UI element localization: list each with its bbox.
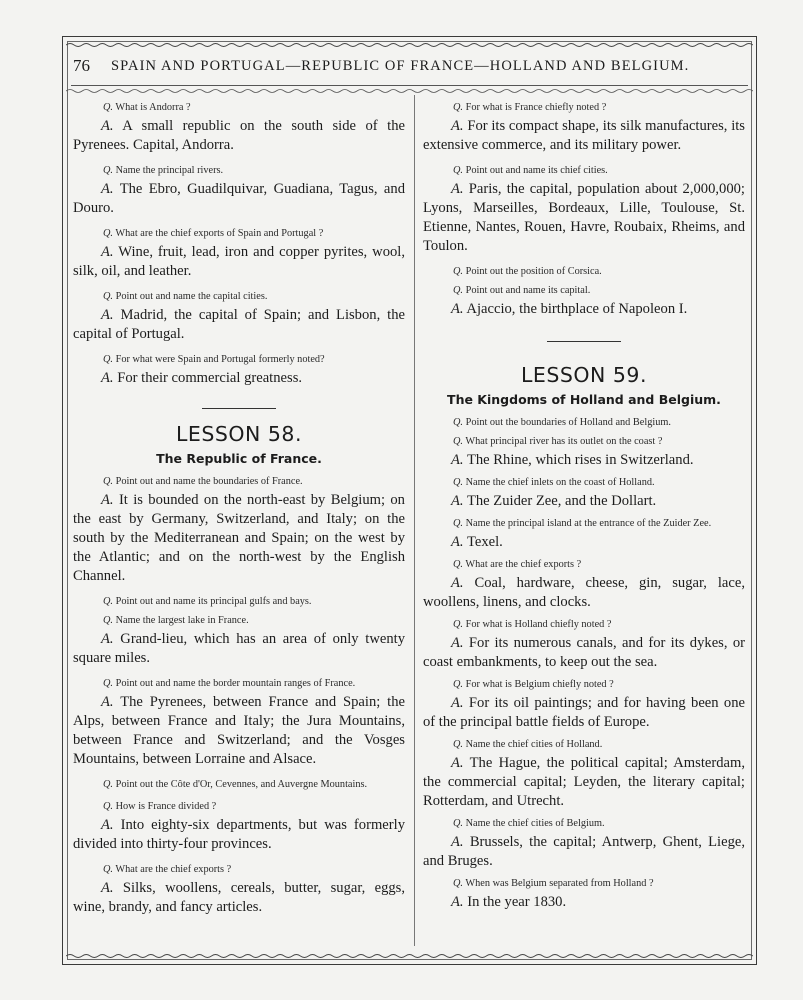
question: Q. What are the chief exports of Spain and Portugal ? [103,228,324,239]
answer: A. A small republic on the south side of the Pyrenees. Capital, Andorra. [73,118,405,153]
question: Q. When was Belgium separated from Holland ? [453,878,654,889]
bottom-wavy-border [66,953,753,959]
answer: A. In the year 1830. [451,894,567,910]
question: Q. Point out and name the capital cities. [103,291,268,302]
spacer [73,388,405,408]
lesson-59-title: LESSON 59. [521,363,647,387]
spacer [73,409,405,421]
question: Q. For what is France chiefly noted ? [453,102,607,113]
qa-block [423,284,745,319]
question: Q. Point out and name its chief cities. [453,165,608,176]
question: Q. Point out and name its capital. [453,285,591,296]
qa-block [73,353,405,388]
qa-block [73,290,405,344]
qa-block [423,435,745,470]
qa-block [73,614,405,668]
question: Q. Name the largest lake in France. [103,615,249,626]
lesson-58-subtitle: The Republic of France. [156,451,322,466]
spacer [73,769,405,778]
question: Q. What principal river has its outlet on the coast ? [453,436,663,447]
answer: A. For its oil paintings; and for having been one of the principal battle fields of Europe. [423,695,745,730]
question: Q. Name the principal rivers. [103,165,224,176]
qa-block [73,164,405,218]
answer: A. The Pyrenees, between France and Spain; the Alps, between France and Italy; the Jura Mountains, between France and Switzerland; and the Vosges Mountains, between Lorraine and Alsace. [73,694,406,767]
answer: A. Paris, the capital, population about 2,000,000; Lyons, Marseilles, Bordeaux, Lille, Toulouse, St. Etienne, Nantes, Rouen, Havre, Roubaix, Rheims, and Toulon. [423,181,745,254]
qa-block [423,101,745,155]
qa-block [423,416,745,429]
qa-block [73,778,405,791]
page-border [62,36,757,965]
page-number: 76 [73,56,90,75]
question: Q. What are the chief exports ? [453,559,582,570]
question: Q. Point out and name the boundaries of France. [103,476,303,487]
question: Q. Point out the boundaries of Holland and Belgium. [453,417,671,428]
qa-block [73,227,405,281]
qa-block [423,618,745,672]
header-rule [71,85,748,86]
qa-block [423,265,745,278]
lesson-58-title: LESSON 58. [176,422,302,446]
question: Q. Point out the Côte d'Or, Cevennes, and Auvergne Mountains. [103,779,368,790]
answer: A. The Rhine, which rises in Switzerland. [451,452,694,468]
question: Q. What are the chief exports ? [103,864,232,875]
spacer [423,256,745,265]
qa-block [423,817,745,871]
spacer [73,668,405,677]
question: Q. For what is Belgium chiefly noted ? [453,679,614,690]
spacer [423,155,745,164]
answer: A. It is bounded on the north-east by Belgium; on the east by Germany, Switzerland, and Italy; on the south by the Mediterranean and Spain; on the west by the Atlantic; and on the north-west by the English Channel. [73,492,405,584]
answer: A. Texel. [451,534,503,550]
question: Q. How is France divided ? [103,801,217,812]
question: Q. Name the chief inlets on the coast of Holland. [453,477,655,488]
qa-block [73,800,405,854]
question: Q. Name the chief cities of Belgium. [453,818,605,829]
left-column [73,101,405,917]
answer: A. Ajaccio, the birthplace of Napoleon I. [451,301,688,317]
right-column [423,101,745,912]
running-header [73,56,746,80]
qa-block [423,476,745,511]
spacer [423,342,745,362]
question: Q. Name the principal island at the entrance of the Zuider Zee. [453,518,712,529]
qa-block [73,475,405,586]
answer: A. Brussels, the capital; Antwerp, Ghent, Liege, and Bruges. [423,834,746,869]
answer: A. The Ebro, Guadilquivar, Guadiana, Tagus, and Douro. [73,181,405,216]
answer: A. For their commercial greatness. [101,370,303,386]
top-wavy-border [66,42,753,48]
answer: A. For its numerous canals, and for its dykes, or coast embankments, to keep out the sea. [423,635,745,670]
spacer [73,854,405,863]
qa-block [73,677,405,769]
question: Q. For what is Holland chiefly noted ? [453,619,612,630]
question: Q. Point out the position of Corsica. [453,266,602,277]
lesson-59-subtitle: The Kingdoms of Holland and Belgium. [447,392,721,407]
spacer [73,281,405,290]
qa-block [73,595,405,608]
answer: A. The Hague, the political capital; Amsterdam, the commercial capital; Leyden, the literary capital; Rotterdam, and Utrecht. [423,755,745,809]
header-wavy-rule [66,88,753,94]
qa-block [73,863,405,917]
answer: A. Grand-lieu, which has an area of only twenty square miles. [73,631,405,666]
question: Q. Point out and name its principal gulfs and bays. [103,596,312,607]
column-divider [414,95,415,946]
answer: A. Madrid, the capital of Spain; and Lisbon, the capital of Portugal. [73,307,405,342]
qa-block [423,738,745,811]
qa-block [423,517,745,552]
qa-block [73,101,405,155]
spacer [423,319,745,341]
qa-block [423,678,745,732]
qa-block [423,877,745,912]
question: Q. What is Andorra ? [103,102,191,113]
question: Q. Point out and name the border mountain ranges of France. [103,678,356,689]
spacer [73,791,405,800]
spacer [73,344,405,353]
answer: A. Wine, fruit, lead, iron and copper pyrites, wool, silk, oil, and leather. [73,244,405,279]
qa-block [423,164,745,256]
qa-block [423,558,745,612]
header-title: SPAIN AND PORTUGAL—REPUBLIC OF FRANCE—HOLLAND AND BELGIUM. [111,58,690,74]
spacer [73,155,405,164]
answer: A. Into eighty-six departments, but was formerly divided into thirty-four provinces. [73,817,405,852]
question: Q. For what were Spain and Portugal formerly noted? [103,354,325,365]
spacer [73,218,405,227]
answer: A. For its compact shape, its silk manufactures, its extensive commerce, and its military power. [423,118,745,153]
answer: A. The Zuider Zee, and the Dollart. [451,493,657,509]
answer: A. Coal, hardware, cheese, gin, sugar, lace, woollens, linens, and clocks. [423,575,745,610]
question: Q. Name the chief cities of Holland. [453,739,603,750]
spacer [73,586,405,595]
answer: A. Silks, woollens, cereals, butter, sugar, eggs, wine, brandy, and fancy articles. [73,880,406,915]
